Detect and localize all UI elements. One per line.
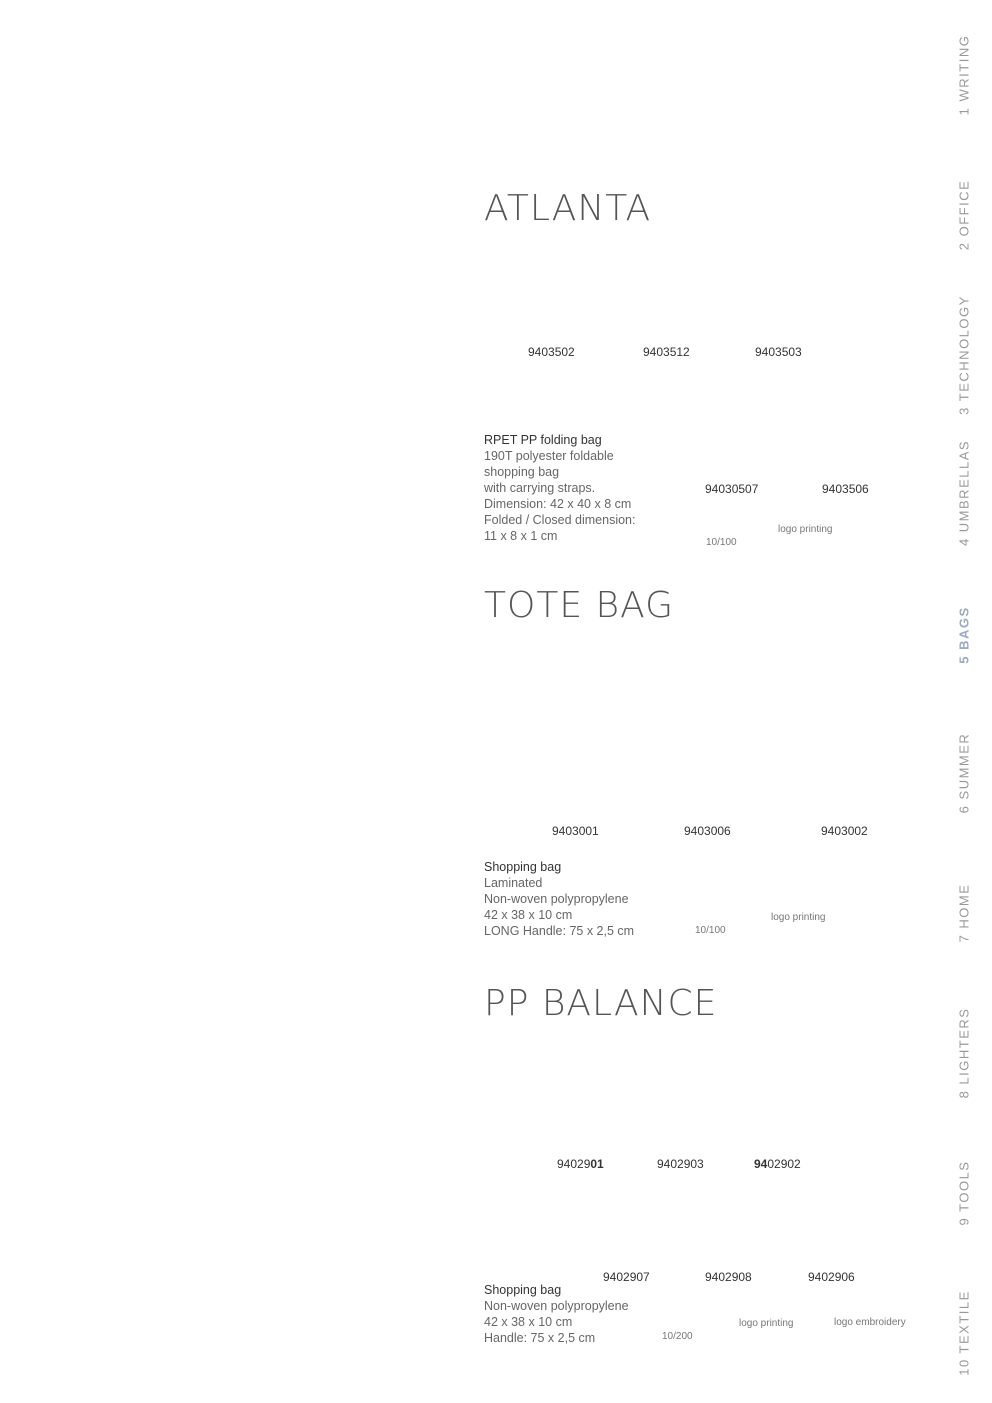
nav-item-umbrellas[interactable]: 4 UMBRELLAS xyxy=(956,439,972,547)
nav-item-bags[interactable]: 5 BAGS xyxy=(956,606,972,664)
product-description-atlanta: RPET PP folding bag 190T polyester foldable shopping bag with carrying straps. Dimension: 42 x 40 x 8 cm Folded / Closed dimension: 11 x 8 x 1 cm xyxy=(484,433,636,543)
product-code: 9402907 xyxy=(603,1270,650,1284)
logo-printing-label: logo printing xyxy=(778,524,833,535)
product-code: 9402908 xyxy=(705,1270,752,1284)
product-title-pp-balance: PP BALANCE xyxy=(484,983,718,1024)
product-description-pp-balance: Shopping bag Non-woven polypropylene 42 x 38 x 10 cm Handle: 75 x 2,5 cm xyxy=(484,1283,629,1345)
product-code: 94030507 xyxy=(705,482,759,496)
product-code: 9403006 xyxy=(684,824,731,838)
logo-printing-label: logo printing xyxy=(771,912,826,923)
nav-item-home[interactable]: 7 HOME xyxy=(956,883,972,942)
nav-item-technology[interactable]: 3 TECHNOLOGY xyxy=(956,295,972,415)
logo-printing-label: logo printing xyxy=(739,1318,794,1329)
logo-embroidery-label: logo embroidery xyxy=(834,1317,906,1328)
product-code: 9402901 xyxy=(557,1157,604,1171)
nav-item-textile[interactable]: 10 TEXTILE xyxy=(956,1289,972,1376)
product-code: 9403512 xyxy=(643,345,690,359)
nav-item-tools[interactable]: 9 TOOLS xyxy=(956,1160,972,1225)
product-code: 9402906 xyxy=(808,1270,855,1284)
product-code: 9402902 xyxy=(754,1157,801,1171)
packing-quantity: 10/200 xyxy=(662,1331,693,1342)
product-code: 9403506 xyxy=(822,482,869,496)
product-code: 9403502 xyxy=(528,345,575,359)
packing-quantity: 10/100 xyxy=(706,537,737,548)
product-description-tote-bag: Shopping bag Laminated Non-woven polypropylene 42 x 38 x 10 cm LONG Handle: 75 x 2,5 cm xyxy=(484,860,635,938)
product-title-atlanta: ATLANTA xyxy=(484,188,652,229)
product-title-tote-bag: TOTE BAG xyxy=(484,585,674,626)
packing-quantity: 10/100 xyxy=(695,925,726,936)
category-nav xyxy=(954,0,974,1403)
product-code: 9403001 xyxy=(552,824,599,838)
product-code: 9402903 xyxy=(657,1157,704,1171)
product-code: 9403002 xyxy=(821,824,868,838)
product-code: 9403503 xyxy=(755,345,802,359)
nav-item-summer[interactable]: 6 SUMMER xyxy=(956,732,972,813)
nav-item-office[interactable]: 2 OFFICE xyxy=(956,179,972,251)
nav-item-writing[interactable]: 1 WRITING xyxy=(956,34,972,116)
nav-item-lighters[interactable]: 8 LIGHTERS xyxy=(956,1007,972,1098)
